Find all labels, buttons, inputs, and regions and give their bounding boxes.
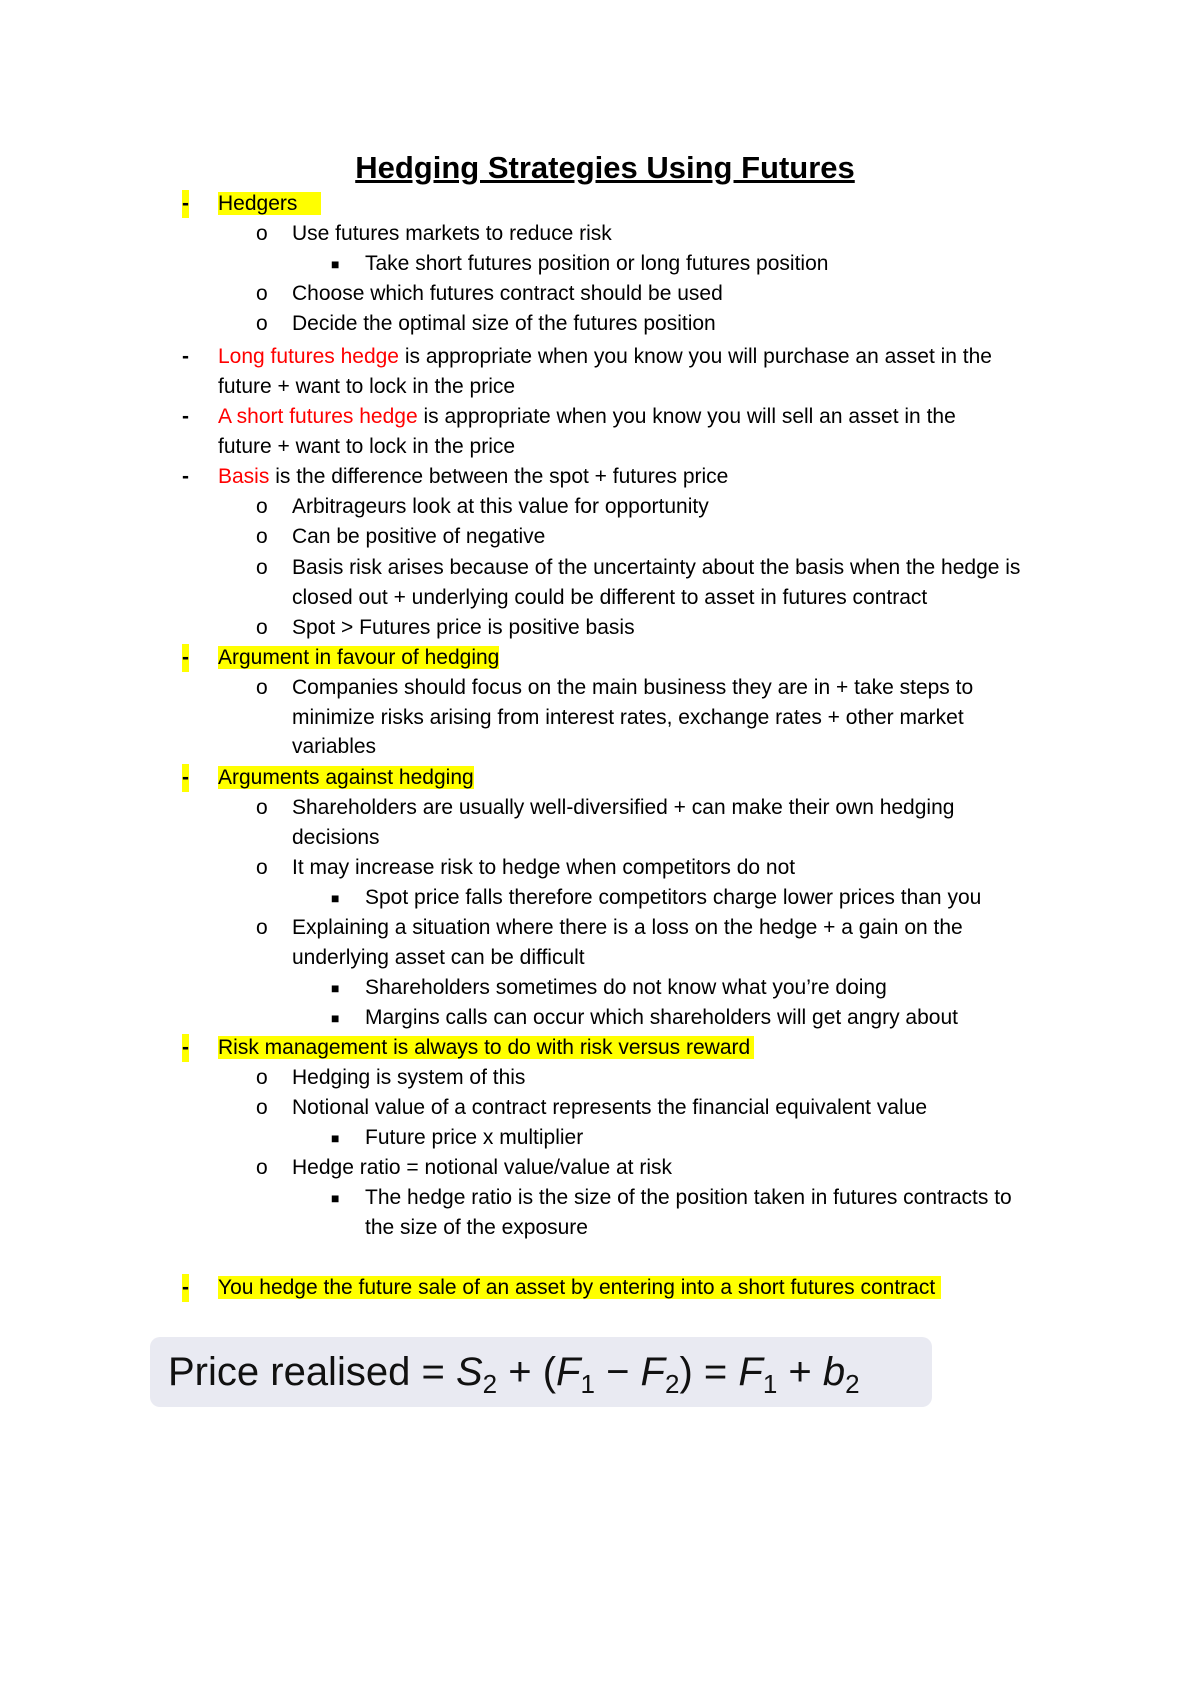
list-item: Hedging is system of this [292, 1066, 526, 1089]
bullet-circle: o [256, 616, 268, 639]
bullet-dash: - [182, 405, 189, 428]
bullet-circle: o [256, 796, 268, 819]
bullet-square: ■ [331, 980, 340, 996]
bullet-dash: - [182, 644, 189, 672]
bullet-circle: o [256, 312, 268, 335]
bullet-circle: o [256, 556, 268, 579]
point-basis: Basis is the difference between the spot + futures price [218, 465, 729, 488]
list-item: Decide the optimal size of the futures position [292, 312, 716, 335]
bullet-square: ■ [331, 890, 340, 906]
list-item: the size of the exposure [365, 1216, 588, 1239]
list-item: Take short futures position or long futures position [365, 252, 829, 275]
section-heading-against: Arguments against hedging [218, 766, 474, 789]
bullet-circle: o [256, 282, 268, 305]
bullet-dash: - [182, 1034, 189, 1062]
bullet-circle: o [256, 856, 268, 879]
list-item: Spot > Futures price is positive basis [292, 616, 635, 639]
list-item: Notional value of a contract represents the financial equivalent value [292, 1096, 928, 1119]
list-item: Shareholders sometimes do not know what you’re doing [365, 976, 887, 999]
bullet-square: ■ [331, 1190, 340, 1206]
point-long-hedge: Long futures hedge is appropriate when you know you will purchase an asset in the [218, 345, 992, 368]
list-item: Companies should focus on the main business they are in + take steps to [292, 676, 974, 699]
list-item: Can be positive of negative [292, 525, 546, 548]
bullet-dash: - [182, 345, 189, 368]
bullet-circle: o [256, 222, 268, 245]
bullet-circle: o [256, 495, 268, 518]
list-item: Arbitrageurs look at this value for opportunity [292, 495, 709, 518]
bullet-circle: o [256, 1096, 268, 1119]
list-item: Shareholders are usually well-diversified + can make their own hedging [292, 796, 955, 819]
list-item: It may increase risk to hedge when competitors do not [292, 856, 796, 879]
list-item: Future price x multiplier [365, 1126, 584, 1149]
price-realised-formula: Price realised = $S_2 + (F_1 - F_2) = F_1 + b_2$ [150, 1337, 932, 1407]
list-item: Use futures markets to reduce risk [292, 222, 612, 245]
bullet-circle: o [256, 1066, 268, 1089]
list-item: Spot price falls therefore competitors charge lower prices than you [365, 886, 982, 909]
page-title: Hedging Strategies Using Futures [355, 150, 855, 185]
section-heading-favour: Argument in favour of hedging [218, 646, 500, 669]
list-item: minimize risks arising from interest rates, exchange rates + other market [292, 706, 964, 729]
bullet-circle: o [256, 525, 268, 548]
point-short-hedge: A short futures hedge is appropriate when you know you will sell an asset in the [218, 405, 956, 428]
list-item: variables [292, 735, 377, 758]
list-item: Margins calls can occur which shareholders will get angry about [365, 1006, 958, 1029]
section-heading-risk: Risk management is always to do with risk versus reward [218, 1034, 754, 1062]
term-basis: Basis [218, 465, 270, 488]
bullet-circle: o [256, 676, 268, 699]
list-item: Basis risk arises because of the uncertainty about the basis when the hedge is [292, 556, 1021, 579]
list-item: Choose which futures contract should be used [292, 282, 723, 305]
bullet-circle: o [256, 1156, 268, 1179]
list-item: closed out + underlying could be different to asset in futures contract [292, 586, 928, 609]
list-item: future + want to lock in the price [218, 375, 516, 398]
list-item: future + want to lock in the price [218, 435, 516, 458]
list-item: decisions [292, 826, 380, 849]
section-heading-hedgers: Hedgers [218, 190, 321, 218]
term-long-hedge: Long futures hedge [218, 345, 399, 368]
bullet-dash: - [182, 190, 189, 218]
final-point: You hedge the future sale of an asset by entering into a short futures contract [218, 1274, 941, 1302]
term-short-hedge: A short futures hedge [218, 405, 418, 428]
list-item: The hedge ratio is the size of the position taken in futures contracts to [365, 1186, 1012, 1209]
list-item: Hedge ratio = notional value/value at risk [292, 1156, 672, 1179]
bullet-square: ■ [331, 1130, 340, 1146]
bullet-circle: o [256, 916, 268, 939]
bullet-dash: - [182, 465, 189, 488]
bullet-dash: - [182, 764, 189, 792]
list-item: underlying asset can be difficult [292, 946, 585, 969]
bullet-dash: - [182, 1274, 189, 1302]
list-item: Explaining a situation where there is a loss on the hedge + a gain on the [292, 916, 963, 939]
bullet-square: ■ [331, 1010, 340, 1026]
bullet-square: ■ [331, 256, 340, 272]
